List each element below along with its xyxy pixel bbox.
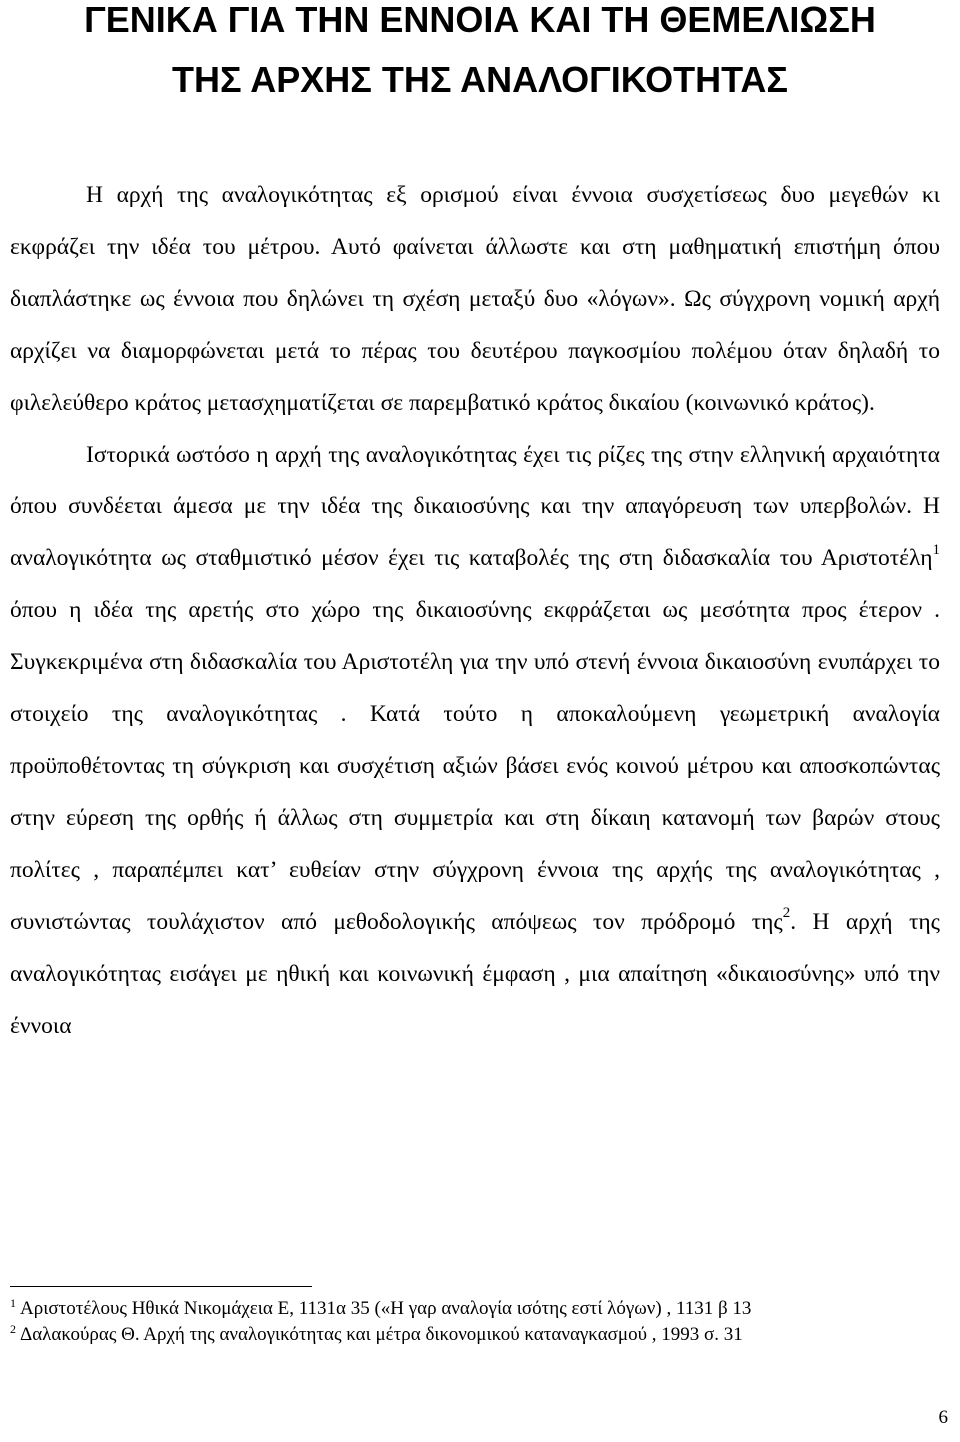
footnote-1 xyxy=(10,1296,940,1322)
paragraph-1: Η αρχή της αναλογικότητας εξ ορισμού είναι έννοια συσχετίσεως δυο μεγεθών κι εκφράζει την ιδέα του μέτρου. Αυτό φαίνεται άλλωστε και στη μαθηματική επιστήμη όπου διαπλάστηκε ως έννοια που δηλώνει τη σχέση μεταξύ δυο «λόγων». Ως σύγχρονη νομική αρχή αρχίζει να διαμορφώνεται μετά το πέρας του δευτέρου παγκοσμίου πολέμου όταν δηλαδή το φιλελεύθερο κράτος μετασχηματίζεται σε παρεμβατικό κράτος δικαίου (κοινωνικό κράτος). xyxy=(10,182,940,416)
footnotes xyxy=(10,1296,940,1348)
footnote-marker-1: 1 xyxy=(10,1295,16,1310)
footnote-separator xyxy=(10,1286,312,1287)
footnote-marker-2: 2 xyxy=(10,1321,16,1336)
footnote-2 xyxy=(10,1322,940,1348)
paragraph-2-text-b: όπου η ιδέα της αρετής στο χώρο της δικαιοσύνης εκφράζεται ως μεσότητα προς έτερον . Συγκεκριμένα στη διδασκαλία του Αριστοτέλη για την υπό στενή έννοια δικαιοσύνη ενυπάρχει το στοιχείο της αναλογικότητας . Κατά τούτο η αποκαλούμενη γεωμετρική αναλογία προϋποθέτοντας τη σύγκριση και συσχέτιση αξιών βάσει ενός κοινού μέτρου και αποσκοπώντας στην εύρεση της ορθής ή άλλως στη συμμετρία και στη δίκαιη κατανομή των βαρών στους πολίτες , παραπέμπει κατ’ ευθείαν στην σύγχρονη έννοια της αρχής της αναλογικότητας , συνιστώντας τουλάχιστον από μεθοδολογικής απόψεως τον πρόδρομό της xyxy=(10,597,940,935)
footnote-ref-2: 2 xyxy=(782,904,791,921)
paragraph-2-text-a: Ιστορικά ωστόσο η αρχή της αναλογικότητας έχει τις ρίζες της στην ελληνική αρχαιότητα όπου συνδέεται άμεσα με την ιδέα της δικαιοσύνης και την απαγόρευση των υπερβολών. Η αναλογικότητα ως σταθμιστικό μέσον έχει τις καταβολές της στη διδασκαλία του Αριστοτέλη xyxy=(10,441,940,572)
paragraph-2-text-c: . Η αρχή της αναλογικότητας εισάγει με ηθική και κοινωνική έμφαση , μια απαίτηση «δικαιοσύνης» υπό την έννοια xyxy=(10,908,940,1039)
page-number: 6 xyxy=(938,1407,948,1428)
document-title-line-1: ΓΕΝΙΚΑ ΓΙΑ ΤΗΝ ΕΝΝΟΙΑ ΚΑΙ ΤΗ ΘΕΜΕΛΙΩΣΗ xyxy=(84,0,876,40)
document-title-line-2: ΤΗΣ ΑΡΧΗΣ ΤΗΣ ΑΝΑΛΟΓΙΚΟΤΗΤΑΣ xyxy=(171,59,789,100)
paragraph-2 xyxy=(10,430,940,1053)
footnote-text-1: Αριστοτέλους Ηθικά Νικομάχεια Ε, 1131α 35 («Η γαρ αναλογία ισότης εστί λόγων) , 1131 β 13 xyxy=(20,1298,752,1319)
footnote-text-2: Δαλακούρας Θ. Αρχή της αναλογικότητας και μέτρα δικονομικού καταναγκασμού , 1993 σ. 31 xyxy=(20,1324,743,1345)
footnote-ref-1: 1 xyxy=(932,541,940,558)
body-text xyxy=(10,170,940,1052)
